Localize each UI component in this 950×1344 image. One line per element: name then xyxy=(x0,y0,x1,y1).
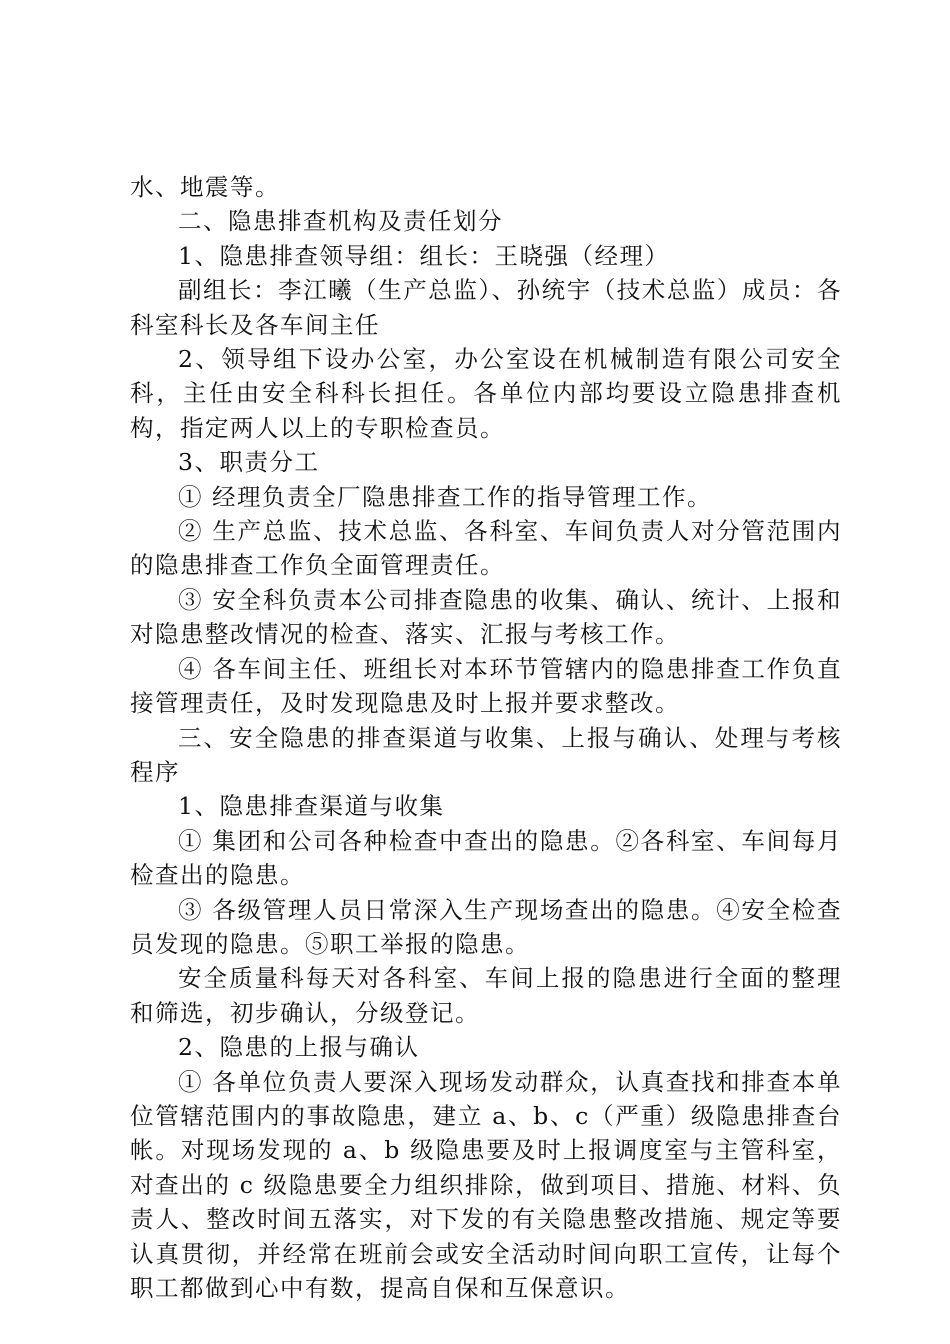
document-body xyxy=(130,170,842,1305)
paragraph-2: 二、隐患排查机构及责任划分 xyxy=(178,207,503,236)
paragraph-1: 水、地震等。 xyxy=(130,173,280,201)
paragraph-9: ③ 安全科负责本公司排查隐患的收集、确认、统计、上报和对隐患整改情况的检查、落实、汇报与考核工作。 xyxy=(130,585,842,649)
paragraph-3: 1、隐患排查领导组：组长：王晓强（经理） xyxy=(178,241,670,270)
paragraph-17: ① 各单位负责人要深入现场发动群众，认真查找和排查本单位管辖范围内的事故隐患，建立 a、b、c（严重）级隐患排查台帐。对现场发现的 a、b 级隐患要及时上报调度室与主管科室，对查出的 c 级隐患要全力组织排除，做到项目、措施、材料、负责人、整改时间五落实，对下发的有关隐患整改措施、规定等要认真贯彻，并经常在班前会或安全活动时间向职工宣传，让每个职工都做到心中有数，提高自保和互保意识。 xyxy=(130,1067,842,1302)
paragraph-12: 1、隐患排查渠道与收集 xyxy=(178,792,445,821)
paragraph-14: ③ 各级管理人员日常深入生产现场查出的隐患。④安全检查员发现的隐患。⑤职工举报的隐患。 xyxy=(130,895,842,958)
paragraph-4: 副组长：李江曦（生产总监）、孙统宇（技术总监）成员：各科室科长及各车间主任 xyxy=(130,276,842,339)
paragraph-5: 2、领导组下设办公室，办公室设在机械制造有限公司安全科，主任由安全科科长担任。各单位内部均要设立隐患排查机构，指定两人以上的专职检查员。 xyxy=(130,345,842,442)
paragraph-7: ① 经理负责全厂隐患排查工作的指导管理工作。 xyxy=(178,482,712,511)
paragraph-15: 安全质量科每天对各科室、车间上报的隐患进行全面的整理和筛选，初步确认，分级登记。 xyxy=(130,964,842,1027)
paragraph-6: 3、职责分工 xyxy=(178,448,320,477)
paragraph-16: 2、隐患的上报与确认 xyxy=(178,1033,420,1062)
paragraph-13: ① 集团和公司各种检查中查出的隐患。②各科室、车间每月检查出的隐患。 xyxy=(130,826,842,890)
paragraph-10: ④ 各车间主任、班组长对本环节管辖内的隐患排查工作负直接管理责任，及时发现隐患及时上报并要求整改。 xyxy=(130,654,842,718)
paragraph-11: 三、安全隐患的排查渠道与收集、上报与确认、处理与考核程序 xyxy=(130,723,842,786)
paragraph-8: ② 生产总监、技术总监、各科室、车间负责人对分管范围内的隐患排查工作负全面管理责任。 xyxy=(130,517,842,580)
